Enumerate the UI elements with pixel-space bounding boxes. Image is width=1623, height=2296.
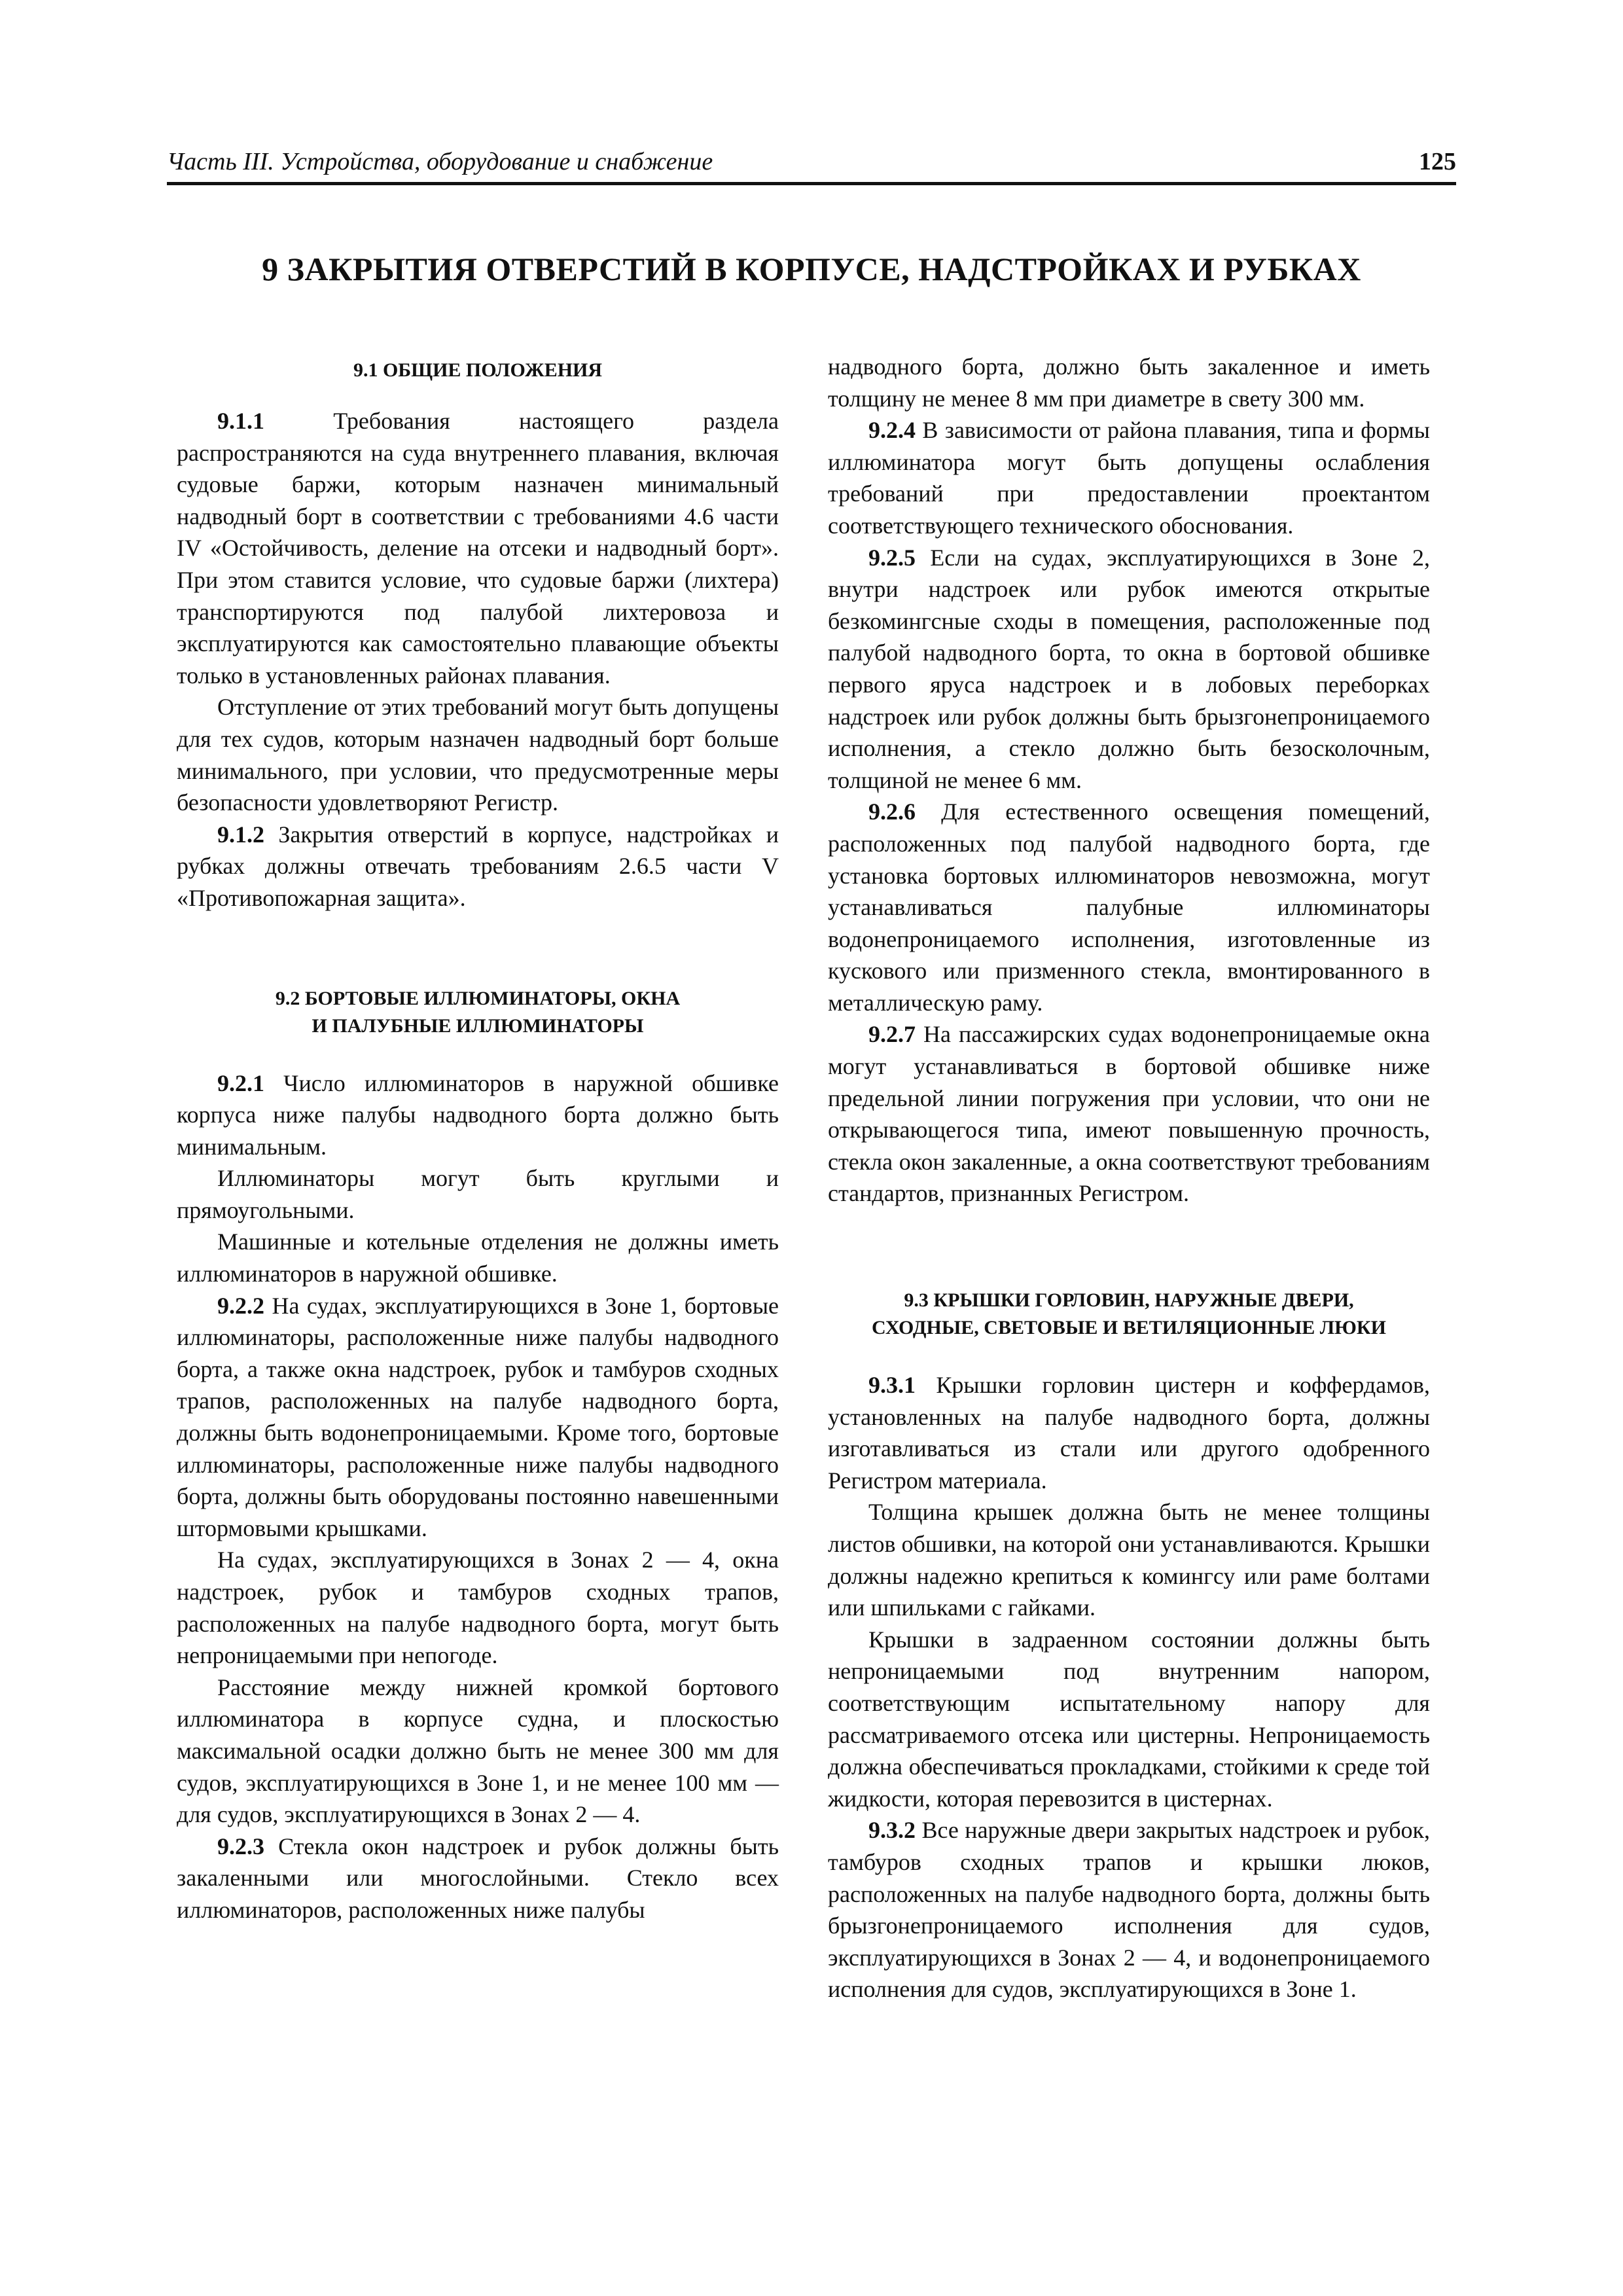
- clause-number: 9.2.5: [868, 544, 916, 571]
- paragraph-9-1-1-b: Отступление от этих требований могут быть допущены для тех судов, которым назначен надводный борт больше минимального, при условии, что предусмотренные меры безопасности удовлетворяют Регистр.: [177, 694, 779, 816]
- paragraph-text: Закрытия отверстий в корпусе, надстройках и рубках должны отвечать требованиям 2.6.5 части V «Противопожарная защита».: [177, 821, 779, 911]
- paragraph-9-1-2: [177, 819, 779, 914]
- clause-number: 9.2.2: [217, 1292, 264, 1319]
- paragraph-text: Число иллюминаторов в наружной обшивке корпуса ниже палубы надводного борта должно быть минимальным.: [177, 1069, 779, 1160]
- paragraph-text: Крышки горловин цистерн и коффердамов, установленных на палубе надводного борта, должны изготавливаться из стали или другого одобренного Регистром материала.: [828, 1372, 1431, 1494]
- paragraph-9-2-4: [828, 414, 1430, 541]
- clause-number: 9.1.2: [217, 821, 264, 848]
- paragraph-9-2-2: [177, 1290, 779, 1545]
- paragraph-text: Все наружные двери закрытых надстроек и рубок, тамбуров сходных трапов и крышки люков, расположенных на палубе надводного борта, должны быть брызгонепроницаемого исполнения для судов, эксплуатирующихся в Зонах 2 — 4, и водонепроницаемого исполнения для судов, эксплуатирующихся в Зоне 1.: [828, 1817, 1430, 2003]
- paragraph-text: Если на судах, эксплуатирующихся в Зоне 2, внутри надстроек или рубок имеются открытые безкомингсные сходы в помещения, расположенные под палубой надводного борта, то окна в бортовой обшивке первого яруса надстроек и в лобовых переборках надстроек или рубок должны быть брызгонепроницаемого исполнения, а стекло должно быть безосколочным, толщиной не менее 6 мм.: [828, 544, 1431, 793]
- clause-number: 9.2.3: [217, 1833, 264, 1859]
- section-heading-9-3-line1: 9.3 КРЫШКИ ГОРЛОВИН, НАРУЖНЫЕ ДВЕРИ,: [904, 1289, 1354, 1312]
- paragraph-9-2-2-b: На судах, эксплуатирующихся в Зонах 2 — 4, окна надстроек, рубок и тамбуров сходных трапов, расположенных на палубе надводного борта, могут быть непроницаемыми при непогоде.: [177, 1547, 779, 1669]
- paragraph-9-2-5: [828, 542, 1430, 797]
- paragraph-9-2-6: [828, 796, 1430, 1018]
- paragraph-text: Для естественного освещения помещений, расположенных под палубой надводного борта, где установка бортовых иллюминаторов невозможна, могут устанавливаться палубные иллюминаторы водонепроницаемого исполнения, изготовленные из кускового или призменного стекла, вмонтированного в металлическую раму.: [828, 798, 1430, 1016]
- paragraph-9-3-1: [828, 1369, 1430, 1496]
- chapter-title: 9 ЗАКРЫТИЯ ОТВЕРСТИЙ В КОРПУСЕ, НАДСТРОЙКАХ И РУБКАХ: [262, 251, 1361, 287]
- paragraph-9-2-1-c: Машинные и котельные отделения не должны иметь иллюминаторов в наружной обшивке.: [177, 1229, 779, 1287]
- paragraph-9-3-2: [828, 1814, 1430, 2005]
- paragraph-9-3-1-b: Толщина крышек должна быть не менее толщины листов обшивки, на которой они устанавливаются. Крышки должны надежно крепиться к комингсу или раме болтами или шпильками с гайками.: [828, 1499, 1430, 1621]
- clause-number: 9.2.7: [868, 1021, 916, 1048]
- section-heading-9-3: [828, 1287, 1430, 1342]
- clause-number: 9.3.1: [868, 1372, 916, 1399]
- section-heading-9-3-line2: СХОДНЫЕ, СВЕТОВЫЕ И ВЕТИЛЯЦИОННЫЕ ЛЮКИ: [871, 1317, 1386, 1339]
- section-heading-9-1: [177, 357, 779, 384]
- section-heading-9-2-line1: 9.2 БОРТОВЫЕ ИЛЛЮМИНАТОРЫ, ОКНА: [275, 987, 681, 1009]
- paragraph-9-1-1: [177, 405, 779, 691]
- paragraph-text: Стекла окон надстроек и рубок должны быть закаленными или многослойными. Стекло всех иллюминаторов, расположенных ниже палубы: [177, 1833, 779, 1923]
- paragraph-text: На судах, эксплуатирующихся в Зоне 1, бортовые иллюминаторы, расположенные ниже палубы надводного борта, а также окна надстроек, рубок и тамбуров сходных трапов, расположенных на палубе надводного борта, должны быть водонепроницаемыми. Кроме того, бортовые иллюминаторы, расположенные ниже палубы надводного борта, должны быть оборудованы постоянно навешенными штормовыми крышками.: [177, 1292, 779, 1541]
- running-header: [167, 145, 1456, 185]
- clause-number: 9.2.6: [868, 798, 916, 825]
- paragraph-9-2-1: [177, 1067, 779, 1163]
- paragraph-9-2-3-continued: надводного борта, должно быть закаленное и иметь толщину не менее 8 мм при диаметре в свету 300 мм.: [828, 353, 1430, 412]
- left-column: [177, 357, 779, 1926]
- clause-number: 9.3.2: [868, 1817, 916, 1844]
- clause-number: 9.1.1: [217, 408, 264, 434]
- clause-number: 9.2.1: [217, 1069, 264, 1096]
- running-title: Часть III. Устройства, оборудование и снабжение: [167, 148, 713, 175]
- section-heading-9-1-text: 9.1 ОБЩИЕ ПОЛОЖЕНИЯ: [353, 359, 603, 381]
- paragraph-text: В зависимости от района плавания, типа и формы иллюминатора могут быть допущены ослабления требований при предоставлении проектантом соответствующего технического обоснования.: [828, 417, 1430, 539]
- paragraph-9-2-2-c: Расстояние между нижней кромкой бортового иллюминатора в корпусе судна, и плоскостью максимальной осадки должно быть не менее 300 мм для судов, эксплуатирующихся в Зоне 1, и не менее 100 мм — для судов, эксплуатирующихся в Зонах 2 — 4.: [177, 1674, 779, 1828]
- paragraph-text: На пассажирских судах водонепроницаемые окна могут устанавливаться в бортовой обшивке ниже предельной линии погружения при условии, что они не открывающегося типа, имеют повышенную прочность, стекла окон закаленные, а окна соответствуют требованиям стандартов, признанных Регистром.: [828, 1021, 1431, 1207]
- section-heading-9-2-line2: И ПАЛУБНЫЕ ИЛЛЮМИНАТОРЫ: [312, 1014, 644, 1037]
- paragraph-text: Требования настоящего раздела распространяются на суда внутреннего плавания, включая судовые баржи, которым назначен минимальный надводный борт в соответствии с требованиями 4.6 части IV «Остойчивость, деление на отсеки и надводный борт». При этом ставится условие, что судовые баржи (лихтера) транспортируются под палубой лихтеровоза и эксплуатируются как самостоятельно плавающие объекты только в установленных районах плавания.: [177, 408, 779, 689]
- right-column: [828, 351, 1430, 2005]
- clause-number: 9.2.4: [868, 417, 916, 444]
- paragraph-9-2-7: [828, 1018, 1430, 1210]
- paragraph-9-2-3: [177, 1831, 779, 1926]
- paragraph-9-2-1-b: Иллюминаторы могут быть круглыми и прямоугольными.: [177, 1165, 779, 1223]
- page-number: 125: [1419, 148, 1456, 175]
- section-heading-9-2: [177, 985, 779, 1040]
- paragraph-9-3-1-c: Крышки в задраенном состоянии должны быть непроницаемыми под внутренним напором, соответствующим испытательному напору для рассматриваемого отсека или цистерны. Непроницаемость должна обеспечиваться прокладками, стойкими к среде той жидкости, которая перевозится в цистернах.: [828, 1626, 1430, 1812]
